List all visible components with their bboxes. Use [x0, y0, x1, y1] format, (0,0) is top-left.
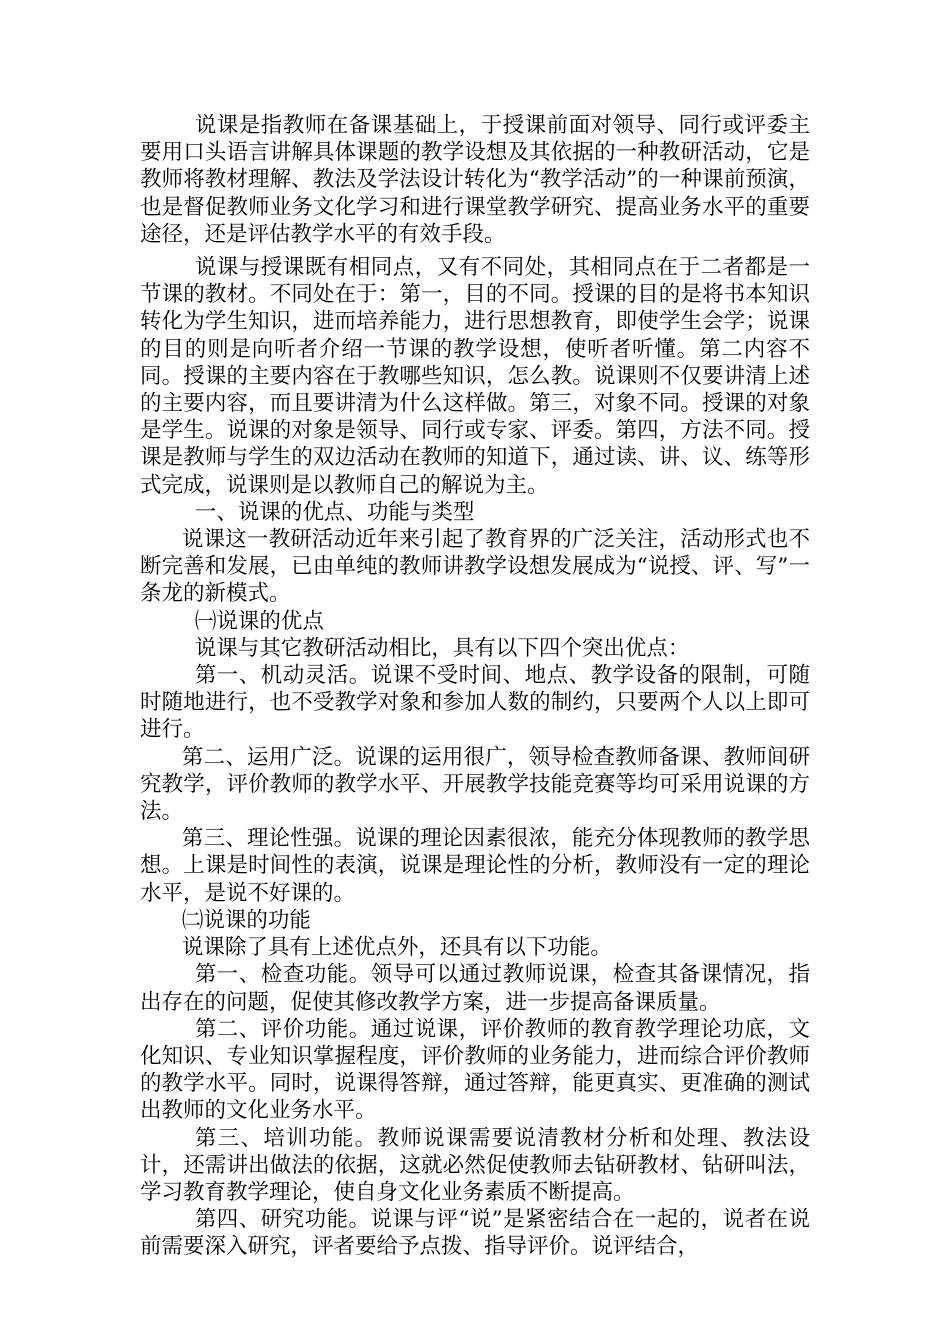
paragraph-section-intro: 说课这一教研活动近年来引起了教育界的广泛关注，活动形式也不断完善和发展，已由单纯的教师讲教学设想发展成为“说授、评、写”一条龙的新模式。	[140, 527, 810, 607]
paragraph-intro: 说课是指教师在备课基础上，于授课前面对领导、同行或评委主要用口头语言讲解具体课题的教学设想及其依据的一种教研活动，它是教师将教材理解、教法及学法设计转化为“教学活动”的一种课前预演，也是督促教师业务文化学习和进行课堂教学研究、提高业务水平的重要途径，还是评估教学水平的有效手段。	[140, 113, 810, 247]
paragraph-function-4: 第四、研究功能。说课与评“说”是紧密结合在一起的，说者在说前需要深入研究，评者要给予点拨、指导评价。说评结合，	[140, 1207, 810, 1260]
paragraph-advantage-2: 第二、运用广泛。说课的运用很广，领导检查教师备课、教师间研究教学，评价教师的教学水平、开展教学技能竞赛等均可采用说课的方法。	[140, 744, 810, 825]
document-body	[140, 112, 810, 1261]
paragraph-function-1: 第一、检查功能。领导可以通过教师说课，检查其备课情况，指出存在的问题，促使其修改教学方案，进一步提高备课质量。	[140, 962, 810, 1015]
section-heading-1: 一、说课的优点、功能与类型	[194, 499, 475, 525]
paragraph-advantage-3: 第三、理论性强。说课的理论因素很浓，能充分体现教师的教学思想。上课是时间性的表演，说课是理论性的分析，教师没有一定的理论水平，是说不好课的。	[140, 826, 810, 906]
paragraph-advantages-intro: 说课与其它教研活动相比，具有以下四个突出优点：	[194, 635, 690, 661]
paragraph-comparison: 说课与授课既有相同点，又有不同处，其相同点在于二者都是一节课的教材。不同处在于：第一，目的不同。授课的目的是将书本知识转化为学生知识，进而培养能力，进行思想教育，即使学生会学；说课的目的则是向听者介绍一节课的教学设想，使听者听懂。第二内容不同。授课的主要内容在于教哪些知识，怎么教。说课则不仅要讲清上述的主要内容，而且要讲清为什么这样做。第三，对象不同。授课的对象是学生。说课的对象是领导、同行或专家、评委。第四，方法不同。授课是教师与学生的双边活动在教师的知道下，通过读、讲、议、练等形式完成，说课则是以教师自己的解说为主。	[140, 255, 810, 498]
paragraph-advantage-1: 第一、机动灵活。说课不受时间、地点、教学设备的限制，可随时随地进行，也不受教学对象和参加人数的制约，只要两个人以上即可进行。	[140, 663, 810, 743]
subheading-advantages: ㈠说课的优点	[194, 608, 324, 634]
paragraph-functions-intro: 说课除了具有上述优点外，还具有以下功能。	[181, 935, 612, 961]
paragraph-function-2: 第二、评价功能。通过说课，评价教师的教育教学理论功底，文化知识、专业知识掌握程度，评价教师的业务能力，进而综合评价教师的教学水平。同时，说课得答辩，通过答辩，能更真实、更准确的测试出教师的文化业务水平。	[140, 1016, 810, 1124]
paragraph-function-3: 第三、培训功能。教师说课需要说清教材分析和处理、教法设计，还需讲出做法的依据，这就必然促使教师去钻研教材、钻研叫法，学习教育教学理论，使自身文化业务素质不断提高。	[140, 1125, 810, 1205]
subheading-functions: ㈡说课的功能	[181, 907, 311, 933]
